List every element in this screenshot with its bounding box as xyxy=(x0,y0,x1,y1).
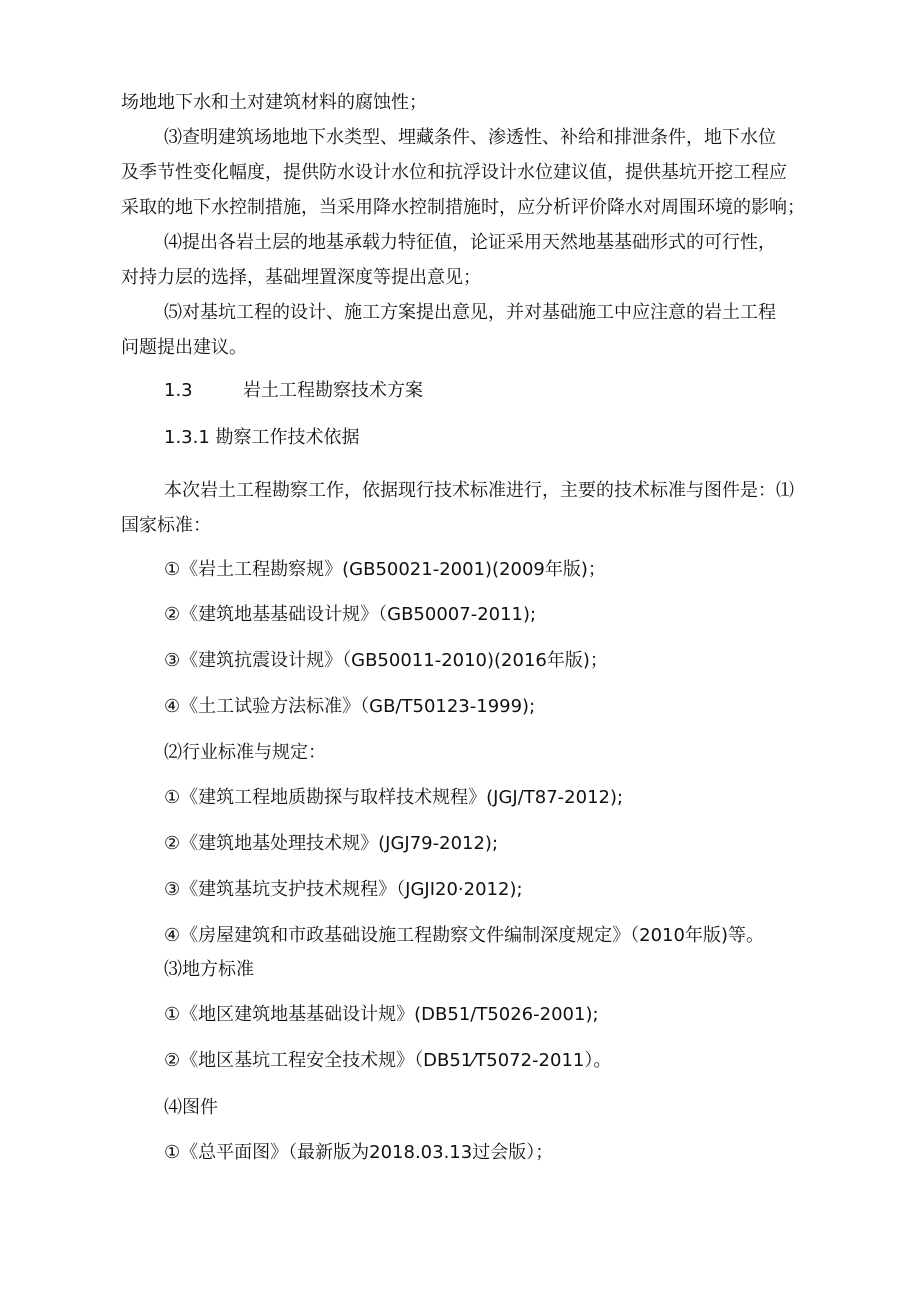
intro-line: 国家标准： xyxy=(121,515,211,536)
list-item: ①《建筑工程地质勘探与取样技术规程》(JGJ/T87-2012); xyxy=(164,787,624,808)
list-item: ①《岩土工程勘察规》(GB50021-2001)(2009年版)； xyxy=(164,559,606,580)
paragraph-line: ⑶查明建筑场地地下水类型、埋藏条件、渗透性、补给和排泄条件，地下水位 xyxy=(164,127,776,148)
section-number: 1.3 xyxy=(164,380,193,401)
paragraph-line: ⑷提出各岩土层的地基承载力特征值，论证采用天然地基基础形式的可行性， xyxy=(164,232,776,253)
paragraph-line: 对持力层的选择，基础埋置深度等提出意见； xyxy=(121,267,481,288)
paragraph-line: 场地地下水和土对建筑材料的腐蚀性； xyxy=(121,92,427,113)
list-item: ②《地区基坑工程安全技术规》（DB51⁄T5072-2011）。 xyxy=(164,1050,612,1071)
intro-line: 本次岩土工程勘察工作，依据现行技术标准进行，主要的技术标准与图件是：⑴ xyxy=(164,480,794,501)
paragraph-line: 采取的地下水控制措施，当采用降水控制措施时，应分析评价降水对周围环境的影响； xyxy=(121,197,805,218)
list-item: ④《土工试验方法标准》（GB/T50123-1999); xyxy=(164,696,536,717)
paragraph-line: 及季节性变化幅度，提供防水设计水位和抗浮设计水位建议值，提供基坑开挖工程应 xyxy=(121,162,787,183)
list-item: ④《房屋建筑和市政基础设施工程勘察文件编制深度规定》（2010年版)等。 xyxy=(164,925,764,946)
list-heading: ⑵行业标准与规定： xyxy=(164,742,326,763)
list-item: ③《建筑基坑支护技术规程》（JGJI20·2012); xyxy=(164,879,523,900)
section-title: 岩土工程勘察技术方案 xyxy=(243,380,423,401)
paragraph-line: 问题提出建议。 xyxy=(121,337,247,358)
list-heading: ⑷图件 xyxy=(164,1097,218,1118)
list-item: ③《建筑抗震设计规》（GB50011-2010)(2016年版)； xyxy=(164,650,608,671)
subsection-heading: 1.3.1 勘察工作技术依据 xyxy=(164,427,360,448)
paragraph-line: ⑸对基坑工程的设计、施工方案提出意见，并对基础施工中应注意的岩土工程 xyxy=(164,302,776,323)
list-item: ②《建筑地基基础设计规》（GB50007-2011); xyxy=(164,604,537,625)
list-heading: ⑶地方标准 xyxy=(164,959,254,980)
list-item: ②《建筑地基处理技术规》(JGJ79-2012); xyxy=(164,833,499,854)
list-item: ①《地区建筑地基基础设计规》(DB51/T5026-2001); xyxy=(164,1004,599,1025)
list-item: ①《总平面图》（最新版为2018.03.13过会版）； xyxy=(164,1142,554,1163)
